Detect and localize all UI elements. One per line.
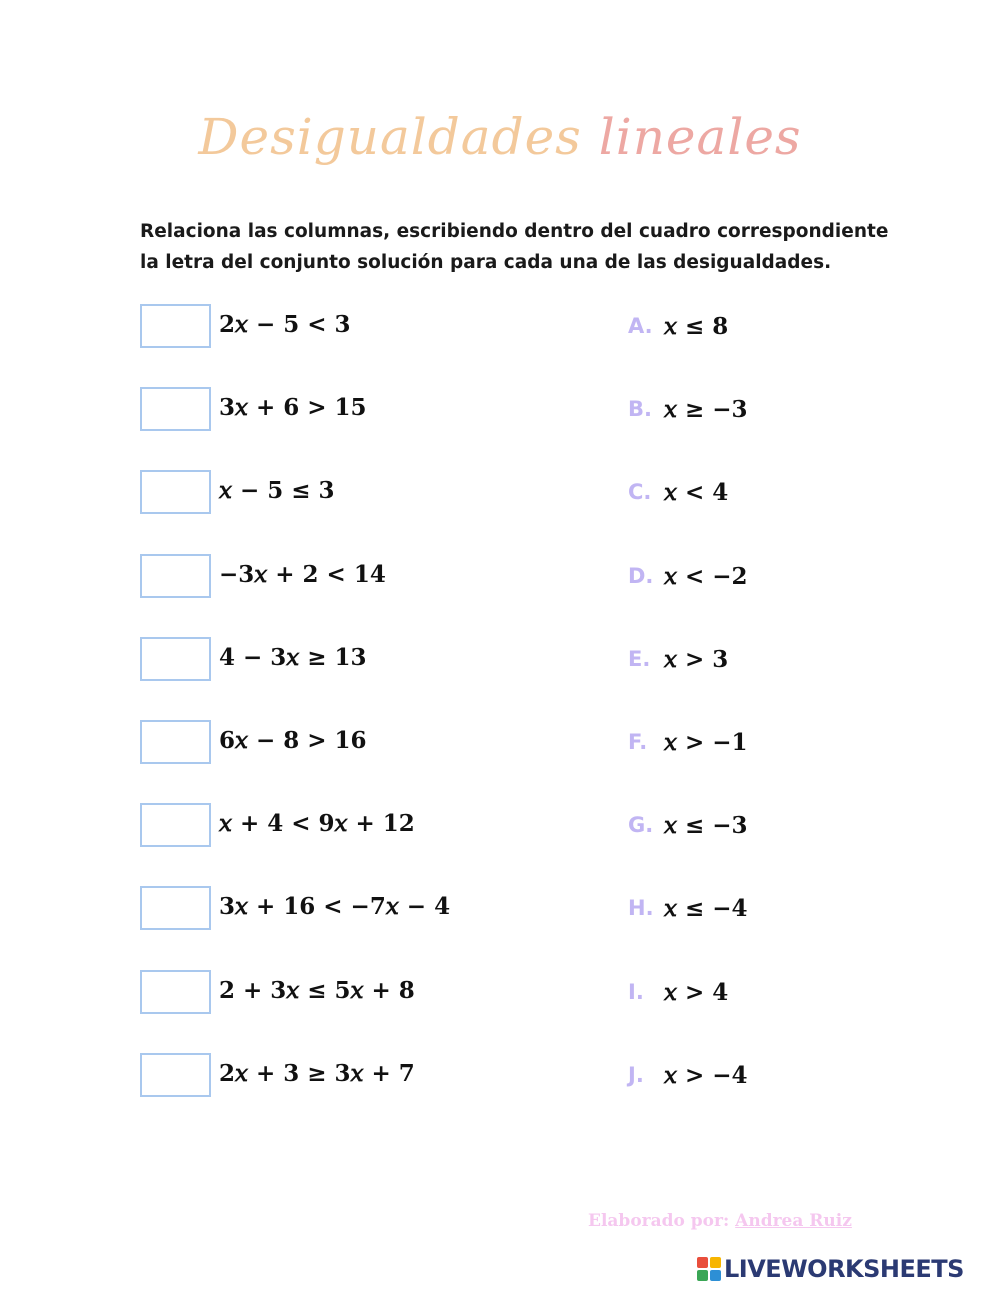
inequality-expression: 2𝑥 + 3 ≥ 3𝑥 + 7 bbox=[219, 1060, 415, 1087]
inequality-expression: 3𝑥 + 6 > 15 bbox=[219, 394, 367, 421]
option-expression: 𝑥 > −4 bbox=[664, 1062, 748, 1089]
instructions bbox=[140, 216, 889, 278]
credits bbox=[588, 1211, 852, 1231]
option-expression: 𝑥 ≤ 8 bbox=[664, 313, 729, 340]
credits-label: Elaborado por: bbox=[588, 1211, 730, 1231]
inequality-expression: 3𝑥 + 16 < −7𝑥 − 4 bbox=[219, 893, 451, 920]
title-word-2: lineales bbox=[598, 108, 802, 166]
option-expression: 𝑥 ≤ −4 bbox=[664, 895, 748, 922]
answer-box[interactable] bbox=[140, 1053, 211, 1097]
answer-box[interactable] bbox=[140, 554, 211, 598]
inequality-expression: 𝑥 − 5 ≤ 3 bbox=[219, 477, 335, 504]
option-expression: 𝑥 ≥ −3 bbox=[664, 396, 748, 423]
inequality-expression: 6𝑥 − 8 > 16 bbox=[219, 727, 367, 754]
answer-box[interactable] bbox=[140, 886, 211, 930]
option-expression: 𝑥 > −1 bbox=[664, 729, 748, 756]
answer-box[interactable] bbox=[140, 387, 211, 431]
option-letter: F. bbox=[628, 730, 648, 754]
answer-box[interactable] bbox=[140, 637, 211, 681]
answer-box[interactable] bbox=[140, 720, 211, 764]
inequality-expression: 2𝑥 − 5 < 3 bbox=[219, 311, 351, 338]
answer-box[interactable] bbox=[140, 970, 211, 1014]
option-expression: 𝑥 < −2 bbox=[664, 563, 748, 590]
answer-box[interactable] bbox=[140, 470, 211, 514]
option-expression: 𝑥 > 3 bbox=[664, 646, 729, 673]
option-expression: 𝑥 ≤ −3 bbox=[664, 812, 748, 839]
option-letter: A. bbox=[628, 314, 653, 338]
worksheet-title bbox=[0, 108, 1000, 166]
brand-watermark[interactable] bbox=[697, 1254, 964, 1284]
title-word-1: Desigualdades bbox=[198, 108, 582, 166]
option-expression: 𝑥 > 4 bbox=[664, 979, 729, 1006]
author-link[interactable]: Andrea Ruiz bbox=[735, 1211, 852, 1231]
inequality-expression: 4 − 3𝑥 ≥ 13 bbox=[219, 644, 367, 671]
brand-name: LIVEWORKSHEETS bbox=[724, 1255, 964, 1283]
liveworksheets-logo-icon bbox=[697, 1257, 721, 1281]
option-letter: H. bbox=[628, 896, 654, 920]
inequality-expression: 2 + 3𝑥 ≤ 5𝑥 + 8 bbox=[219, 977, 415, 1004]
instructions-line-1: Relaciona las columnas, escribiendo dentro del cuadro correspondiente bbox=[140, 221, 889, 242]
option-letter: D. bbox=[628, 564, 654, 588]
answer-box[interactable] bbox=[140, 304, 211, 348]
instructions-line-2: la letra del conjunto solución para cada una de las desigualdades. bbox=[140, 252, 832, 273]
inequality-expression: 𝑥 + 4 < 9𝑥 + 12 bbox=[219, 810, 415, 837]
option-expression: 𝑥 < 4 bbox=[664, 479, 729, 506]
inequality-expression: −3𝑥 + 2 < 14 bbox=[219, 561, 386, 588]
option-letter: J. bbox=[628, 1063, 644, 1087]
option-letter: E. bbox=[628, 647, 651, 671]
option-letter: B. bbox=[628, 397, 652, 421]
option-letter: I. bbox=[628, 980, 644, 1004]
option-letter: G. bbox=[628, 813, 654, 837]
answer-box[interactable] bbox=[140, 803, 211, 847]
option-letter: C. bbox=[628, 480, 652, 504]
